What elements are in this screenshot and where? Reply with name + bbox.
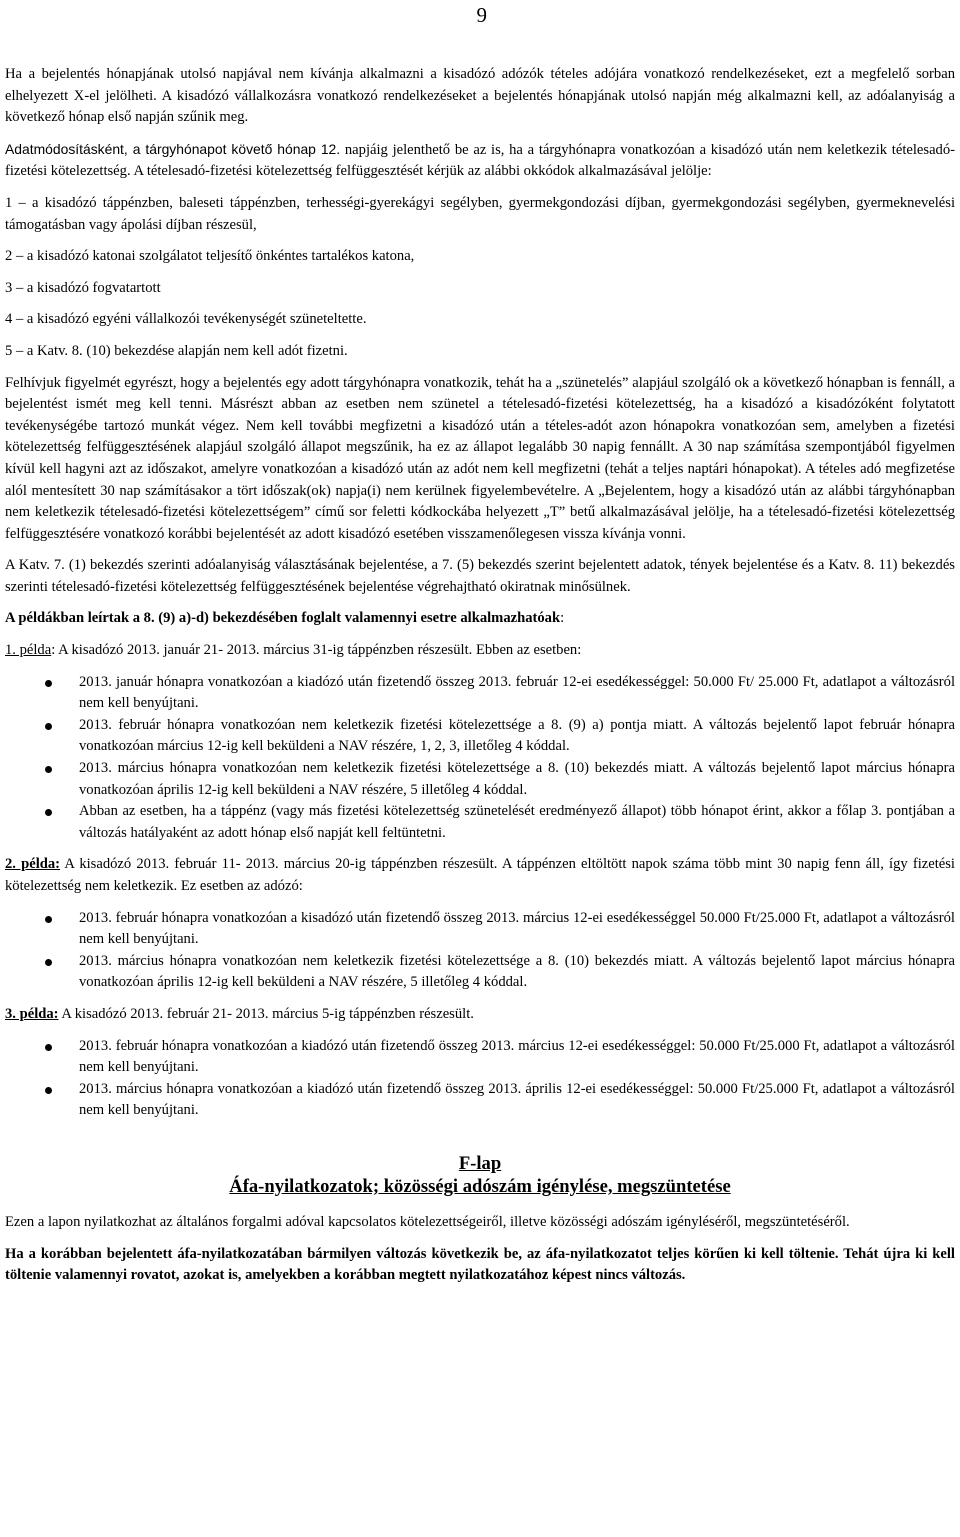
example-1-list: [5, 672, 955, 845]
paragraph-examples-note: [5, 608, 955, 630]
example-2-text: A kisadózó 2013. február 11- 2013. március 20-ig táppénzben részesült. A táppénzen eltöltött napok száma több mint 30 napig fenn áll, így fizetési kötelezettség nem keletkezik. Ez esetben az adózó:: [5, 856, 955, 894]
list-item: Abban az esetben, ha a táppénz (vagy más fizetési kötelezettség szünetelését eredményező állapot) több hónapot érint, akkor a főlap 3. pontjában a változás hatályaként az adott hónap első napját kell feltüntetni.: [79, 801, 955, 844]
examples-note-bold: A példákban leírtak a 8. (9) a)-d) bekezdésében foglalt valamennyi esetre alkalmazhatóak: [5, 610, 561, 627]
paragraph-katv: A Katv. 7. (1) bekezdés szerinti adóalanyiság választásának bejelentése, a 7. (5) bekezdés szerint bejelentett adatok, tények bejelentése és a Katv. 8. 11) bekezdés szerinti tételesadó-fizetési kötelezettség felfüggesztésének bejelentése végrehajtható okiratnak minősülnek.: [5, 557, 955, 595]
example-1-text: : A kisadózó 2013. január 21- 2013. március 31-ig táppénzben részesült. Ebben az esetben:: [51, 642, 582, 659]
list-item: 2013. január hónapra vonatkozóan a kiadózó után fizetendő összeg 2013. február 12-ei esedékességgel: 50.000 Ft/ 25.000 Ft, adatlapot a változásról nem kell benyújtani.: [79, 672, 955, 715]
paragraph-flap-2: Ha a korábban bejelentett áfa-nyilatkozatában bármilyen változás következik be, az áfa-nyilatkozatot teljes körűen ki kell töltenie. Tehát újra ki kell töltenie valamennyi rovatot, azokat is, amelyekben a korábban megtett nyilatkozatához képest nincs változás.: [5, 1245, 955, 1284]
example-2-heading: [5, 854, 955, 897]
example-3-label: 3. példa:: [5, 1005, 59, 1022]
paragraph-flap-1: Ezen a lapon nyilatkozhat az általános forgalmi adóval kapcsolatos kötelezettségeiről, illetve közösségi adószám igényléséről, megszüntetéséről.: [5, 1213, 850, 1230]
page-number: 9: [476, 3, 487, 27]
flap-title: F-lap: [458, 1152, 502, 1174]
list-item: 2013. március hónapra vonatkozóan nem keletkezik fizetési kötelezettsége a 8. (10) bekezdés miatt. A változás bejelentő lapot március hónapra vonatkozóan április 12-ig kell beküldeni a NAV részére, 5 illetőleg 4 kóddal.: [79, 951, 955, 994]
example-3-text: A kisadózó 2013. február 21- 2013. március 5-ig táppénzben részesült.: [58, 1005, 474, 1022]
code-item-2: 2 – a kisadózó katonai szolgálatot teljesítő önkéntes tartalékos katona,: [5, 248, 415, 265]
paragraph-attention: Felhívjuk figyelmét egyrészt, hogy a bejelentés egy adott tárgyhónapra vonatkozik, tehát ha a „szünetelés” alapjául szolgáló ok a következő hónapban is fennáll, a bejelentést ismét meg kell tenni. Másrészt abban az esetben nem szünetel a tételesadó-fizetési kötelezettség, ha a kisadózó a kisadózóként folytatott tevékenységébe tartozó munkát végez. Nem kell további megfizetni a kisadózó után a tételes-adót azon hónapokra vonatkozóan sem, amelyben a fizetési kötelezettség felfüggesztésének alapjául szolgáló állapot megszűnik, ha ez az állapot legalább 30 napig fennállt. A 30 nap számítása szempontjából figyelmen kívül kell hagyni azt az időszakot, amelyre vonatkozóan a kisadózó után az adót nem kell megfizetni (tehát a teljes naptári hónapokat). A tételes adó megfizetése alól mentesített 30 nap számításakor a tört időszak(ok) napja(i) nem kerülnek figyelembevételre. A „Bejelentem, hogy a kisadózó után az alábbi tárgyhónapban nem keletkezik tételesadó-fizetési kötelezettségem” című sor feletti kódkockába helyezett „T” betű alkalmazásával jelölje, ha a tételesadó-fizetési kötelezettség felfüggesztésére vonatkozó korábbi bejelentését az adott kisadózó esetében visszamenőlegesen vissza kívánja vonni.: [5, 374, 955, 542]
example-2-label: 2. példa:: [5, 856, 61, 873]
example-2-list: [5, 908, 955, 994]
code-item-1: 1 – a kisadózó táppénzben, baleseti táppénzben, terhességi-gyerekágyi segélyben, gyermekgondozási díjban, gyermekgondozási segélyben, gyermeknevelési támogatásban vagy ápolási díjban részesül,: [5, 194, 955, 233]
paragraph-intro-1: Ha a bejelentés hónapjának utolsó napjával nem kívánja alkalmazni a kisadózó adózók tételes adójára vonatkozó rendelkezéseket, ezt a megfelelő sorban elhelyezett X-el jelölheti. A kisadózó vállalkozásra vonatkozó rendelkezéseket a bejelentés hónapjának utolsó napján még alkalmazni kell, az adóalanyiság a következő hónap első napján szűnik meg.: [5, 66, 955, 126]
example-3-heading: [5, 1004, 955, 1026]
code-item-5: 5 – a Katv. 8. (10) bekezdése alapján nem kell adót fizetni.: [5, 342, 348, 359]
code-item-3: 3 – a kisadózó fogvatartott: [5, 279, 161, 296]
list-item: 2013. március hónapra vonatkozóan nem keletkezik fizetési kötelezettsége a 8. (10) bekezdés miatt. A változás bejelentő lapot március hónapra vonatkozóan április 12-ig kell beküldeni a NAV részére, 5 illetőleg 4 kóddal.: [79, 758, 955, 801]
examples-note-colon: :: [560, 610, 565, 627]
list-item: 2013. február hónapra vonatkozóan a kisadózó után fizetendő összeg 2013. március 12-ei esedékességgel 50.000 Ft/25.000 Ft, adatlapot a változásról nem kell benyújtani.: [79, 908, 955, 951]
example-1-heading: [5, 640, 955, 662]
list-item: 2013. február hónapra vonatkozóan a kiadózó után fizetendő összeg 2013. március 12-ei esedékességgel: 50.000 Ft/25.000 Ft, adatlapot a változásról nem kell benyújtani.: [79, 1036, 955, 1079]
paragraph-intro-2: [5, 139, 955, 183]
document-body: [5, 64, 955, 1297]
code-item-4: 4 – a kisadózó egyéni vállalkozói tevékenységét szüneteltette.: [5, 311, 367, 328]
list-item: 2013. február hónapra vonatkozóan nem keletkezik fizetési kötelezettsége a 8. (9) a) pontja miatt. A változás bejelentő lapot február hónapra vonatkozóan március 12-ig kell beküldeni a NAV részére, 1, 2, 3, illetőleg 4 kóddal.: [79, 715, 955, 758]
flap-subtitle: Áfa-nyilatkozatok; közösségi adószám igénylése, megszüntetése: [229, 1175, 731, 1197]
list-item: 2013. március hónapra vonatkozóan a kiadózó után fizetendő összeg 2013. április 12-ei esedékességgel: 50.000 Ft/25.000 Ft, adatlapot a változásról nem kell benyújtani.: [79, 1079, 955, 1122]
example-1-label: 1. példa: [5, 642, 52, 659]
intro-2-rest-text: napjáig jelenthető be az is, ha a tárgyhónapra vonatkozóan a kisadózó után nem keletkezik tételesadó-fizetési kötelezettség. A tételesadó-fizetési kötelezettség felfüggesztését kérjük az alábbi okkódok alkalmazásával jelölje:: [5, 141, 956, 180]
example-3-list: [5, 1036, 955, 1122]
intro-2-sans-text: Adatmódosításként, a tárgyhónapot követő hónap 12.: [5, 140, 341, 157]
flap-titles: [5, 1152, 955, 1198]
